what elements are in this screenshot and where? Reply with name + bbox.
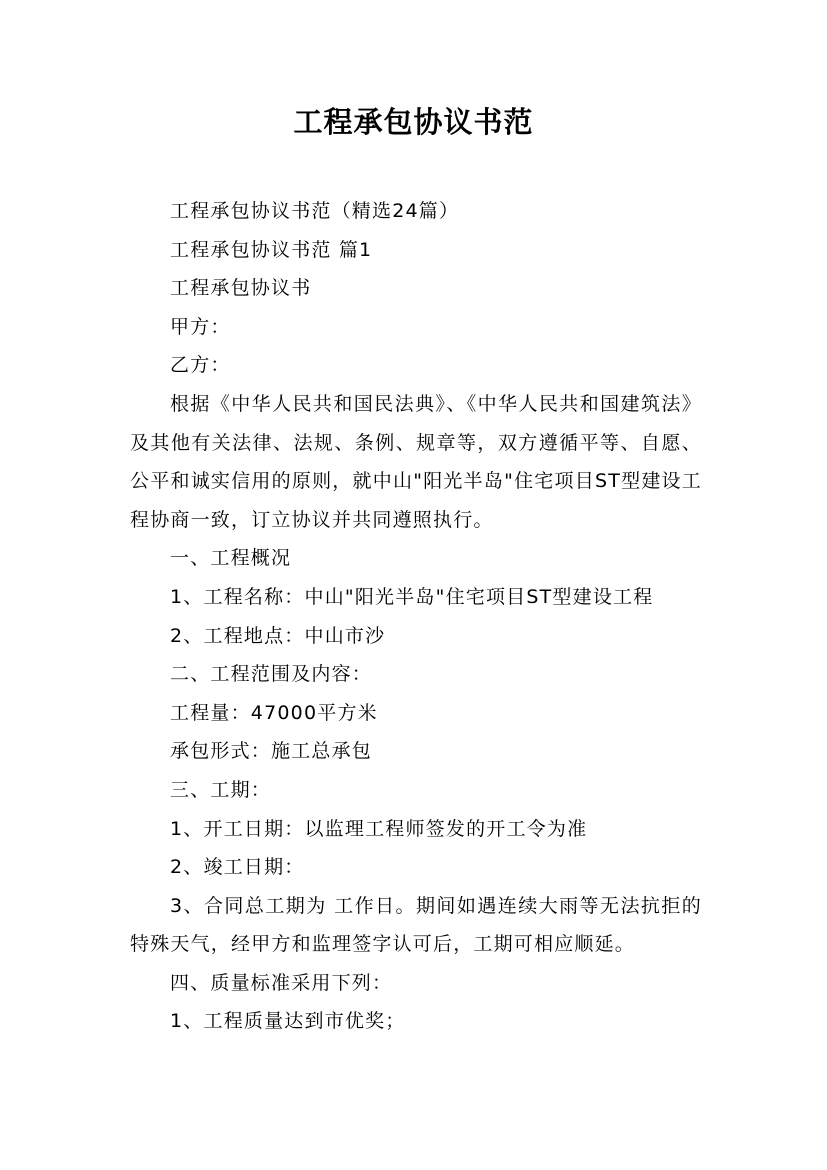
paragraph: 承包形式：施工总承包 bbox=[170, 740, 373, 763]
paragraph: 根据《中华人民共和国民法典》、《中华人民共和国建筑法》及其他有关法律、法规、条例、规章等，双方遵循平等、自愿、公平和诚实信用的原则，就中山"阳光半岛"住宅项目ST型建设工程协商一致，订立协议并共同遵照执行。 bbox=[130, 392, 702, 531]
paragraph: 1、工程名称：中山"阳光半岛"住宅项目ST型建设工程 bbox=[170, 585, 654, 608]
paragraph: 工程承包协议书范（精选24篇） bbox=[170, 200, 460, 222]
paragraph: 一、工程概况 bbox=[170, 547, 292, 570]
paragraph: 乙方： bbox=[170, 354, 231, 377]
paragraph: 2、工程地点：中山市沙 bbox=[170, 624, 386, 647]
paragraph: 1、开工日期：以监理工程师签发的开工令为准 bbox=[170, 817, 588, 840]
paragraph: 2、竣工日期： bbox=[170, 856, 305, 879]
paragraph: 四、质量标准采用下列： bbox=[170, 971, 393, 994]
paragraph: 1、工程质量达到市优奖； bbox=[170, 1010, 406, 1033]
paragraph: 工程承包协议书范 篇1 bbox=[170, 238, 373, 261]
paragraph: 3、合同总工期为 工作日。期间如遇连续大雨等无法抗拒的特殊天气，经甲方和监理签字认可后，工期可相应顺延。 bbox=[130, 894, 702, 956]
document-body bbox=[130, 192, 702, 1041]
paragraph: 三、工期： bbox=[170, 778, 272, 801]
paragraph: 工程承包协议书 bbox=[170, 277, 312, 300]
paragraph: 工程量：47000平方米 bbox=[170, 701, 378, 724]
document-title: 工程承包协议书范 bbox=[293, 105, 534, 139]
paragraph: 甲方： bbox=[170, 315, 231, 338]
paragraph: 二、工程范围及内容： bbox=[170, 663, 373, 686]
